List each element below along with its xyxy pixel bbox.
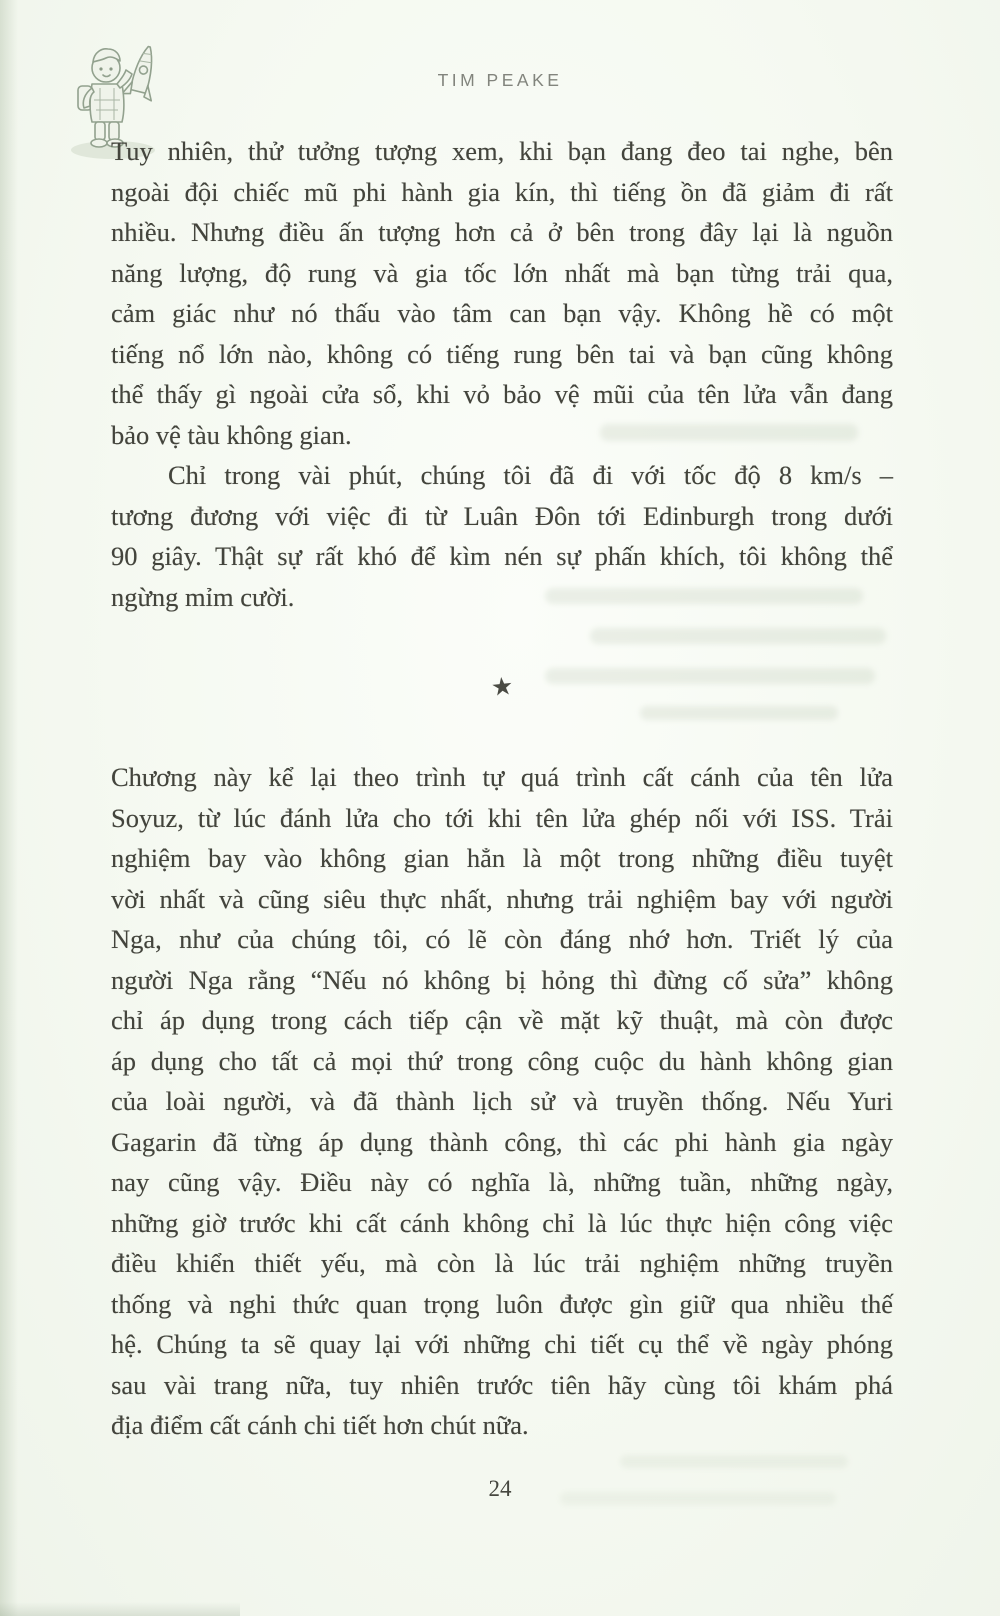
text-line: cảm giác như nó thấu vào tâm can bạn vậy. Không hề có một xyxy=(111,298,893,328)
scan-edge-shadow xyxy=(0,0,18,1616)
paragraph xyxy=(111,757,893,1446)
text-line: người Nga rằng “Nếu nó không bị hỏng thì đừng cố sửa” không xyxy=(111,964,893,995)
text-line: ngừng mỉm cười. xyxy=(111,581,295,612)
text-line: Chỉ trong vài phút, chúng tôi đã đi với tốc độ 8 km/s – xyxy=(168,460,893,490)
text-line: bảo vệ tàu không gian. xyxy=(111,419,352,450)
text-line: địa điểm cất cánh chi tiết hơn chút nữa. xyxy=(111,1410,529,1440)
running-header-title: TIM PEAKE xyxy=(437,70,563,90)
text-line: thống và nghi thức quan trọng luôn được gìn giữ qua nhiều thế xyxy=(111,1288,893,1319)
text-line: những giờ trước khi cất cánh không chỉ là lúc thực hiện công việc xyxy=(111,1207,893,1238)
page-number: 24 xyxy=(488,1476,512,1501)
text-line: ngoài đội chiếc mũ phi hành gia kín, thì tiếng ồn đã giảm đi rất xyxy=(111,176,893,207)
page-body-above-divider xyxy=(111,131,893,617)
text-line: Gagarin đã từng áp dụng thành công, thì các phi hành gia ngày xyxy=(111,1126,893,1157)
text-line: Soyuz, từ lúc đánh lửa cho tới khi tên lửa ghép nối với ISS. Trải xyxy=(111,802,893,833)
text-line: thể thấy gì ngoài cửa sổ, khi vỏ bảo vệ mũi của tên lửa vẫn đang xyxy=(111,379,893,409)
text-line: 90 giây. Thật sự rất khó để kìm nén sự phấn khích, tôi không thể xyxy=(111,541,893,571)
text-line: điều khiển thiết yếu, mà còn là lúc trải nghiệm những truyền xyxy=(111,1248,893,1278)
text-line: Chương này kể lại theo trình tự quá trình cất cánh của tên lửa xyxy=(111,762,893,792)
paragraph xyxy=(111,131,893,455)
text-line: tiếng nổ lớn nào, không có tiếng rung bên tai và bạn cũng không xyxy=(111,338,893,369)
text-line: nghiệm bay vào không gian hẳn là một trong những điều tuyệt xyxy=(111,843,893,873)
page-body-below-divider xyxy=(111,757,893,1446)
star-icon: ★ xyxy=(489,672,515,703)
text-line: của loài người, và đã thành lịch sử và truyền thống. Nếu Yuri xyxy=(111,1086,893,1116)
section-divider xyxy=(111,617,893,757)
text-line: nay cũng vậy. Điều này có nghĩa là, những tuần, những ngày, xyxy=(111,1167,893,1197)
text-line: năng lượng, độ rung và gia tốc lớn nhất mà bạn từng trải qua, xyxy=(111,257,893,288)
text-line: hệ. Chúng ta sẽ quay lại với những chi tiết cụ thể về ngày phóng xyxy=(111,1329,893,1359)
scan-edge-shadow xyxy=(0,1602,240,1616)
text-line: Nga, như của chúng tôi, có lẽ còn đáng nhớ hơn. Triết lý của xyxy=(111,924,893,954)
text-line: chỉ áp dụng trong cách tiếp cận về mặt kỹ thuật, mà còn được xyxy=(111,1005,893,1035)
text-line: sau vài trang nữa, tuy nhiên trước tiên hãy cùng tôi khám phá xyxy=(111,1369,893,1400)
paragraph xyxy=(111,455,893,617)
text-line: áp dụng cho tất cả mọi thứ trong công cuộc du hành không gian xyxy=(111,1045,893,1076)
text-line: nhiều. Nhưng điều ấn tượng hơn cả ở bên trong đây lại là nguồn xyxy=(111,217,893,247)
ink-bleed-through xyxy=(620,1455,848,1468)
text-line: vời nhất và cũng siêu thực nhất, nhưng trải nghiệm bay với người xyxy=(111,883,893,914)
text-line: tương đương với việc đi từ Luân Đôn tới Edinburgh trong dưới xyxy=(111,500,893,531)
text-line: Tuy nhiên, thử tưởng tượng xem, khi bạn đang đeo tai nghe, bên xyxy=(111,136,893,166)
